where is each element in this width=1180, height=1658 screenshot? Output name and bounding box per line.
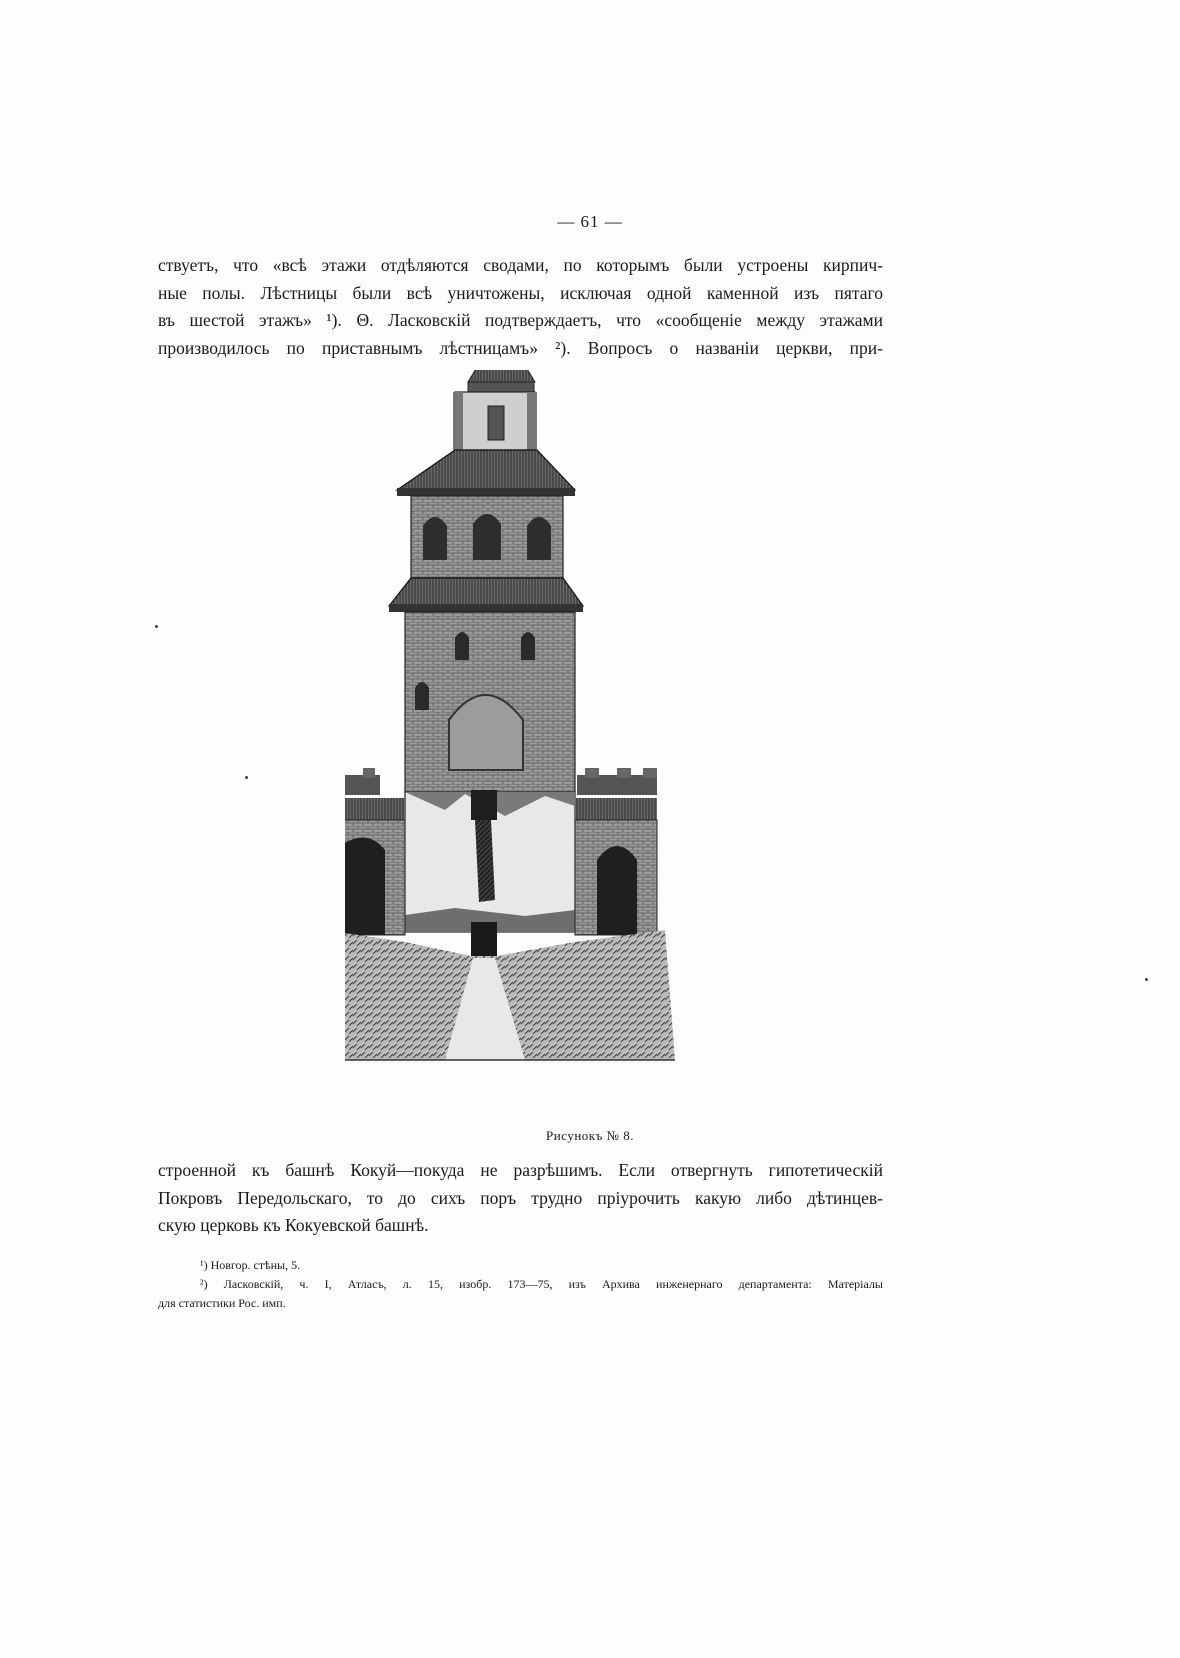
footnote: ¹) Новгор. стѣны, 5. <box>200 1258 301 1272</box>
page-number: — 61 — <box>557 212 623 231</box>
scan-speck <box>1145 978 1148 981</box>
top-paragraph <box>158 252 883 362</box>
figure-caption: Рисунокъ № 8. <box>546 1128 634 1143</box>
text-line: ные полы. Лѣстницы были всѣ уничтожены, исключая одной каменной изъ пятаго <box>158 282 883 303</box>
text-line: строенной къ башнѣ Кокуй—покуда не разрѣшимъ. Если отвергнуть гипотетическій <box>158 1160 883 1180</box>
text-line: въ шестой этажъ» ¹). Θ. Ласковскій подтверждаетъ, что «сообщеніе между этажами <box>158 310 883 330</box>
tower-illustration <box>345 370 705 1115</box>
text-line: скую церковь къ Кокуевской башнѣ. <box>158 1215 429 1235</box>
footnotes <box>158 1256 883 1313</box>
footnote: для статистики Рос. имп. <box>158 1296 286 1310</box>
bottom-paragraph <box>158 1157 883 1240</box>
footnote: ²) Ласковскій, ч. I, Атласъ, л. 15, изобр. 173—75, изъ Архива инженернаго департамента: Матеріалы <box>200 1277 883 1291</box>
text-line: ствуетъ, что «всѣ этажи отдѣляются сводами, по которымъ были устроены кирпич- <box>158 255 883 275</box>
scan-speck <box>155 625 158 628</box>
text-line: производилось по приставнымъ лѣстницамъ» ²). Вопросъ о названіи церкви, при- <box>158 337 883 358</box>
text-line: Покровъ Передольскаго, то до сихъ поръ трудно пріурочить какую либо дѣтинцев- <box>158 1187 883 1208</box>
scan-speck <box>245 776 248 779</box>
